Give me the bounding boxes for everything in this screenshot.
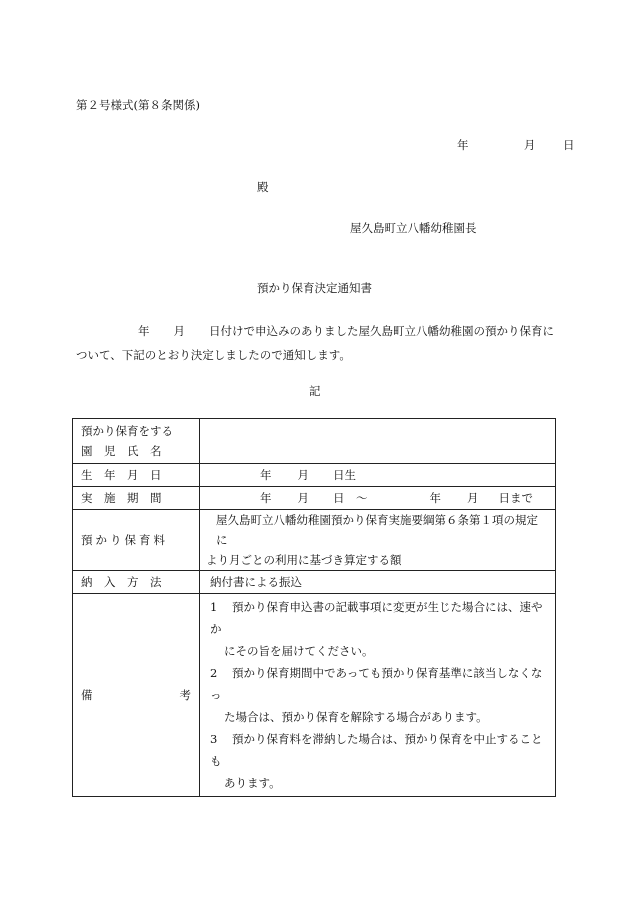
period-year-end: 年 (429, 491, 441, 505)
remarks-label (73, 594, 200, 797)
ki-heading: 記 (309, 384, 321, 398)
fee-label: 預かり保育料 (73, 510, 200, 571)
period-day-end: 日まで (498, 491, 533, 505)
date-line (457, 137, 574, 153)
remarks-value (200, 594, 556, 797)
date-year: 年 (457, 138, 469, 152)
notice-body (76, 319, 558, 367)
note-item (210, 662, 549, 728)
date-day: 日 (562, 138, 575, 152)
period-month-start: 月 (297, 491, 309, 505)
note-item (210, 728, 549, 794)
period-day-start: 日 ～ (333, 491, 368, 505)
fee-value-line2: より月ごとの利用に基づき算定する額 (206, 553, 402, 567)
row-fee (73, 510, 556, 571)
child-name-label (73, 419, 200, 464)
note-line2: た場合は、預かり保育を解除する場合があります。 (224, 710, 488, 724)
note-line2: にその旨を届けてください。 (224, 644, 374, 658)
note-number: 1 (210, 600, 218, 614)
birth-month: 月 (297, 468, 309, 482)
row-payment (73, 571, 556, 594)
payment-label: 納 入 方 法 (73, 571, 200, 594)
row-child-name (73, 419, 556, 464)
fee-value (200, 510, 556, 571)
payment-value: 納付書による振込 (200, 571, 556, 594)
period-value (200, 487, 556, 510)
note-number: 2 (210, 666, 218, 680)
note-line1: 預かり保育申込書の記載事項に変更が生じた場合には、速やか (210, 600, 543, 636)
note-line2: あります。 (224, 776, 281, 790)
birth-value (200, 464, 556, 487)
child-name-label-line1: 預かり保育をする (81, 424, 173, 438)
note-item (210, 596, 549, 662)
row-period (73, 487, 556, 510)
period-year-start: 年 (260, 491, 272, 505)
period-month-end: 月 (467, 491, 479, 505)
period-label: 実 施 期 間 (73, 487, 200, 510)
child-name-value (200, 419, 556, 464)
birth-year: 年 (260, 468, 272, 482)
body-text: 日付けで申込みのありました屋久島町立八幡幼稚園の預かり保育について、下記のとおり決定しましたので通知します。 (76, 324, 554, 362)
row-birth (73, 464, 556, 487)
date-month: 月 (523, 138, 536, 152)
page-title: 預かり保育決定通知書 (257, 281, 372, 295)
issuer: 屋久島町立八幡幼稚園長 (350, 221, 477, 235)
decision-table (72, 418, 556, 797)
row-remarks (73, 594, 556, 797)
body-year: 年 (138, 324, 150, 338)
birth-label: 生 年 月 日 (73, 464, 200, 487)
fee-value-line1: 屋久島町立八幡幼稚園預かり保育実施要綱第６条第１項の規定に (216, 513, 538, 547)
birth-day: 日生 (333, 468, 356, 482)
note-line1: 預かり保育期間中であっても預かり保育基準に該当しなくなっ (210, 666, 543, 702)
note-line1: 預かり保育料を滞納した場合は、預かり保育を中止することも (210, 732, 543, 768)
addressee-suffix: 殿 (257, 180, 269, 194)
remarks-label-right: 考 (179, 688, 191, 702)
child-name-label-line2: 園 児 氏 名 (81, 444, 162, 458)
body-month: 月 (173, 324, 185, 338)
form-number: 第２号様式(第８条関係) (76, 98, 200, 112)
note-number: 3 (210, 732, 218, 746)
remarks-label-left: 備 (81, 688, 93, 702)
